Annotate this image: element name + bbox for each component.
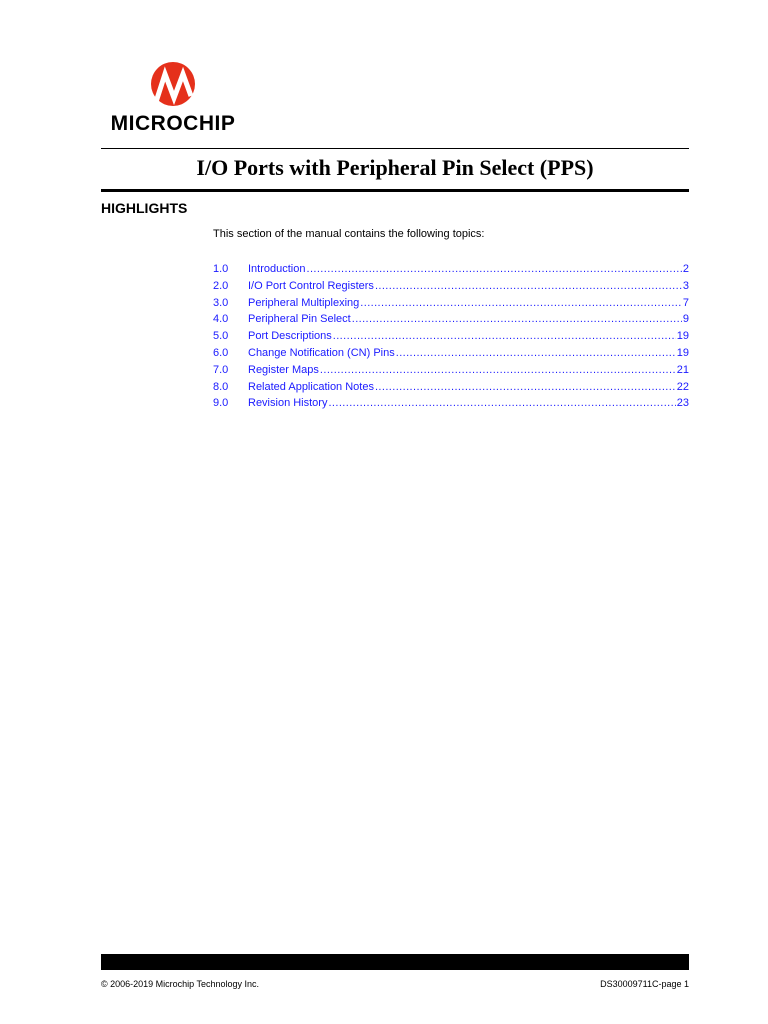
toc-entry[interactable] <box>213 263 689 280</box>
toc-entry-number: 3.0 <box>213 296 229 309</box>
toc-entry-leader <box>396 347 676 359</box>
toc-entry-title[interactable]: Related Application Notes <box>248 380 374 393</box>
intro-text: This section of the manual contains the following topics: <box>213 228 485 240</box>
toc-entry[interactable] <box>213 313 689 330</box>
toc-entry-number: 1.0 <box>213 263 229 275</box>
toc-entry-leader <box>352 313 682 325</box>
toc-entry-title[interactable]: Register Maps <box>248 363 319 376</box>
toc-entry[interactable] <box>213 397 689 414</box>
toc-entry-title[interactable]: Peripheral Pin Select <box>248 313 351 326</box>
toc-entry[interactable] <box>213 347 689 364</box>
toc-entry-page[interactable]: 2 <box>682 263 689 275</box>
toc-entry-page[interactable]: 21 <box>676 363 689 376</box>
toc-entry-number: 2.0 <box>213 279 229 292</box>
toc-entry-title[interactable]: Change Notification (CN) Pins <box>248 346 395 359</box>
logo-text: MICROCHIP <box>110 112 236 135</box>
toc-entry-leader <box>375 280 682 292</box>
toc-entry[interactable] <box>213 297 689 314</box>
toc-entry-page[interactable]: 19 <box>676 346 689 359</box>
toc-entry-leader <box>360 297 682 309</box>
footer-copyright: © 2006-2019 Microchip Technology Inc. <box>101 979 260 989</box>
footer-bar <box>101 954 689 970</box>
toc-entry-title[interactable]: Introduction <box>248 263 306 275</box>
toc-entry-title[interactable]: Revision History <box>248 397 328 410</box>
toc-entry-page[interactable]: 19 <box>676 330 689 343</box>
toc-entry[interactable] <box>213 381 689 398</box>
toc-entry-number: 9.0 <box>213 397 229 410</box>
toc-entry-title[interactable]: I/O Port Control Registers <box>248 279 374 292</box>
toc-entry-number: 5.0 <box>213 330 229 343</box>
toc-entry-page[interactable]: 7 <box>682 296 689 309</box>
toc-entry-leader <box>375 381 676 393</box>
toc-entry-page[interactable]: 22 <box>676 380 689 393</box>
toc-entry-number: 7.0 <box>213 363 229 376</box>
toc-entry[interactable] <box>213 364 689 381</box>
toc-entry[interactable] <box>213 280 689 297</box>
toc-entry-number: 4.0 <box>213 313 229 326</box>
page-title: I/O Ports with Peripheral Pin Select (PPS) <box>196 155 594 180</box>
microchip-logo <box>103 58 243 138</box>
toc-entry-leader <box>320 364 676 376</box>
footer-page-label: DS30009711C-page 1 <box>600 979 689 989</box>
section-heading: HIGHLIGHTS <box>101 200 188 216</box>
toc-entry-page[interactable]: 23 <box>676 397 689 410</box>
toc-entry-number: 8.0 <box>213 380 229 393</box>
toc-entry-leader <box>306 263 681 275</box>
toc-entry-title[interactable]: Peripheral Multiplexing <box>248 296 360 309</box>
toc-entry-page[interactable]: 9 <box>682 313 689 326</box>
title-top-rule <box>101 148 689 149</box>
toc-entry[interactable] <box>213 330 689 347</box>
title-bottom-rule <box>101 189 689 192</box>
toc-entry-number: 6.0 <box>213 346 229 359</box>
table-of-contents <box>213 263 689 414</box>
toc-entry-page[interactable]: 3 <box>682 279 689 292</box>
toc-entry-leader <box>328 397 675 409</box>
toc-entry-leader <box>333 330 676 342</box>
toc-entry-title[interactable]: Port Descriptions <box>248 330 332 343</box>
microchip-logo-icon <box>150 60 196 108</box>
